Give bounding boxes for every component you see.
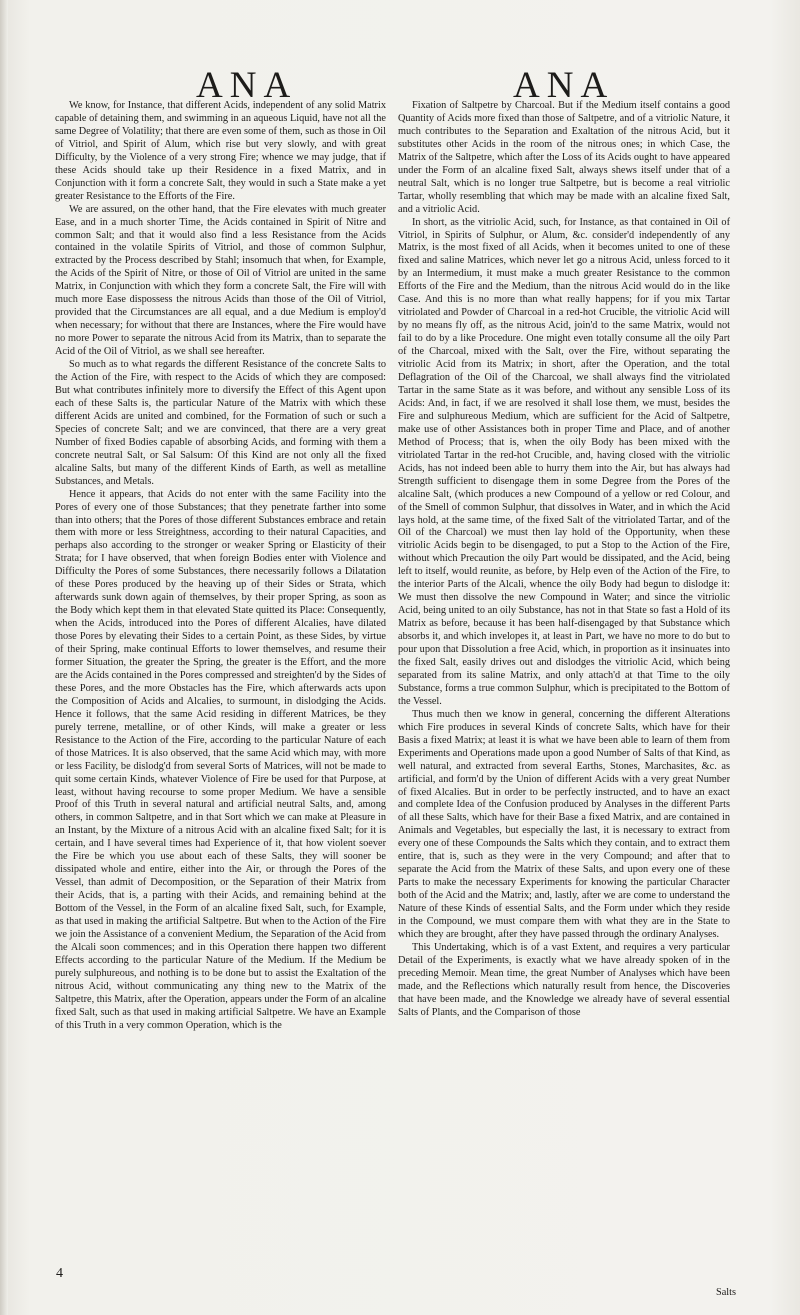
- paragraph: So much as to what regards the different Resistance of the concrete Salts to the Action of the Fire, with respect to the Acids of which they are composed: But what contributes infinitely more to diversify the Effect of this Agent upon each of these Salts is, the particular Nature of the Matrix with which these different Acids are united and combined, for the Formation of such or such a Species of concrete Salt; and we are convinced, that there are a very great Number of fixed Bodies capable of absorbing Acids, and forming with them a concrete neutral Salt, or Sal Salsum: Of this Kind are not only all the fixed alcaline Salts, but many of the different Kinds of Earth, as well as metalline Substances, and Metals.: [55, 359, 386, 487]
- text-column-right: [398, 100, 730, 1020]
- binding-edge: [0, 0, 8, 1315]
- paragraph: Thus much then we know in general, concerning the different Alterations which Fire produces in several Kinds of concrete Salts, which have for their Basis a fixed Matrix; at least it is what we have been able to learn of them from Experiments and Operations made upon a good Number of Salts of that Kind, as well natural, and extracted from several Earths, Stones, Marchasites, &c. as artificial, and form'd by the Union of different Acids with a very great Number of fixed Alcalies. But in order to be perfectly instructed, and to have an exact and complete Idea of the Confusion produced by Analyses in the different Parts of all these Salts, which have for their Base a fixed Matrix, and are contained in Animals and Vegetables, but especially the last, it is necessary to extract from every one of these Compounds the Salts which they contain, and to extract them entire, that is, such as they were in the very Compound; and after that to separate the Acid from the Matrix of these Salts, and upon every one of these Parts to make the necessary Experiments for knowing the particular Character both of the Acid and the Matrix; and, lastly, after we are come to understand the Nature of these Kinds of essential Salts, and the Form under which they reside in the Compound, we must compare them with what they are in the State to which they are brought, after they have passed through the ordinary Analyses.: [398, 708, 730, 940]
- paragraph: This Undertaking, which is of a vast Extent, and requires a very particular Detail of the Experiments, is exactly what we have already spoken of in the preceding Memoir. Mean time, the great Number of Analyses which have been made, and the Reflections which naturally result from hence, the Discoveries that have been made, and the Knowledge we already have of several essential Salts of Plants, and the Comparison of those: [398, 941, 730, 1018]
- text-column-left: [55, 100, 386, 1033]
- paragraph: We know, for Instance, that different Acids, independent of any solid Matrix capable of detaining them, and swimming in an aqueous Liquid, have not all the same Degree of Volatility; that there are even some of them, such as those in Oil of Vitriol, and Spirit of Alum, which rise but very slowly, and with great Difficulty, by the Violence of a very strong Fire; whence we may judge, that if these Acids should take up their Residence in a fixed Matrix, and in Conjunction with it form a concrete Salt, they would in such a State make a yet greater Resistance to the Efforts of the Fire.: [55, 100, 386, 202]
- running-head-left: ANA: [196, 65, 298, 106]
- paragraph: Hence it appears, that Acids do not enter with the same Facility into the Pores of every one of those Substances; that they penetrate farther into some than into others; that the Pores of those different Substances embrace and retain them with more or less Streightness, according to their natural Capacities, and perhaps also according to the stronger or weaker Spring or Elasticity of their Strata; for I have observed, that when foreign Bodies enter with Violence and Difficulty the Pores of some Substances, there necessarily follows a Dilatation of these Pores produced by the heaving up of their Sides or Strata, which afterwards sunk down again of themselves, by their proper Spring, as soon as the Body which kept them in that elevated State quitted its Place: Consequently, when the Acids, introduced into the Pores of different Alcalies, have dilated those Pores by elevating their Sides to a certain Point, as these Sides, by virtue of their Spring, make continual Efforts to lower themselves, and resume their former Situation, the greater the Spring, the greater is the Effort, and the more are the Acids contained in the Pores compressed and streighten'd by the Sides of these Pores, and the more Obstacles has the Fire, which afterwards acts upon the Composition of Acids and Alcalies, to surmount, in dislodging the Acids. Hence it follows, that the same Acid residing in different Matrices, be they purely terrene, metalline, or of other Kinds, will make a greater or less Resistance to the Action of the Fire, according to the particular Nature of each of those Matrices. It is also observed, that the same Acid which may, with more or less Facility, be dislodg'd from several Sorts of Matrices, will not be made to quit some certain Kinds, whatever Violence of Fire be used for that Purpose, at least, without having recourse to some proper Medium. We have a sensible Proof of this Truth in several natural and artificial neutral Salts, and, among others, in common Saltpetre, and in that Sort which we can make at Pleasure in an Instant, by the Mixture of a nitrous Acid with an alcaline fixed Salt; for it is certain, and I have several times had Experience of it, that how violent soever the Fire be which you use about each of these Salts, they will sooner be dissipated whole and entire, either into the Air, or through the Pores of the Vessel, than admit of Decomposition, or the Separation of their Matrix from their Acids, that is, a parting with their Acids, and remaining behind at the Bottom of the Vessel, in the Form of an alcaline fixed Salt, such, for Example, as that used in making the artificial Saltpetre. But when to the Action of the Fire we join the Assistance of a convenient Medium, the Separation of the Acid from the Alcali soon commences; and in this Operation there happen two different Effects according to the particular Nature of the Medium. If the Medium be purely sulphureous, and nothing is to be done but to assist the Exaltation of the nitrous Acid, without communicating any thing new to the Matrix of the Saltpetre, this Matrix, after the Operation, appears under the Form of an alcaline fixed Salt, such as that used in making artificial Saltpetre. We have an Example of this Truth in a very common Operation, which is the: [55, 488, 386, 1031]
- page-number: 4: [56, 1266, 63, 1281]
- paragraph: We are assured, on the other hand, that the Fire elevates with much greater Ease, and in a much shorter Time, the Acids contained in Spirit of Nitre and common Salt; and that it would also find a less Resistance from the Acids contained in the volatile Spirits of Vitriol, and those of common Sulphur, extracted by the Process described by Stahl; insomuch that when, for Example, the Acids of the Spirit of Nitre, or those of Oil of Vitriol are united in the same Matrix, in Conjunction with which they form a concrete Salt, the Fire will with much more Ease dispossess the nitrous Acids than those of the Oil of Vitriol, provided that the Circumstances are all equal, and a due Medium is employ'd when necessary; for without that there are Instances, where the Fire would have no more Power to separate the nitrous Acid from its Matrix, than to separate the Acid of the Oil of Vitriol, as we shall see hereafter.: [55, 203, 386, 358]
- running-head-right: ANA: [513, 65, 615, 106]
- catchword: Salts: [715, 1287, 736, 1298]
- paragraph: In short, as the vitriolic Acid, such, for Instance, as that contained in Oil of Vitriol, in Spirits of Sulphur, or Alum, &c. consider'd independently of any Matrix, is the most fixed of all Acids, when it becomes united to one of these fixed and saline Matrices, which never let go a nitrous Acid, unless forced to it by an Intermedium, it must make a much greater Resistance to the common Efforts of the Fire and the Medium, than the nitrous Acid would do in the like Case. And this is no more than what really happens; for if you mix Tartar vitriolated and Powder of Charcoal in a red-hot Crucible, the vitriolic Acid will by no means fly off, as the nitrous Acid, join'd to the same Matrix, would not fail to do by a like Procedure. One might even totally consume all the oily Part of the Charcoal, mixed with the Salt, over the Fire, without separating the vitriolic Acid from its Matrix; in short, after the Operation, and the total Deflagration of the Oil of the Charcoal, we shall always find the vitriolated Tartar in the same State as it was before, and without any sensible Loss of its Acids: And, in fact, if we are resolved it shall lose them, we must, besides the Fire and sulphureous Medium, which are sufficient for the Acid of Saltpetre, make use of other Assistances both in proper Time and Place, and of another Method of Process; that is, when the oily Body has been mixed with the vitriolated Tartar in the red-hot Crucible, and, having closed with the vitriolic Acids, has not indeed been able to hurry them into the Air, but has always had Strength sufficient to disengage them in some Degree from the Pores of the alcaline Salt, (which produces a new Compound of a yellow or red Colour, and of the Smell of common Sulphur, that dissolves in Water, and in which the Acid lays hold, at the same time, of the fixed Salt of the vitriolated Tartar, and of the Oil of the Charcoal) we must then lay hold of the Opportunity, when these vitriolic Acids begin to be disengaged, to put a Stop to the Action of the Fire, without which Precaution the oily Part would be dissipated, and the Acid, being left to itself, would reunite, as before, by Help even of the Action of the Fire, to the interior Parts of the Alcali, whence the oily Body had begun to dislodge it: We must then dissolve the new Compound in Water; and since the vitriolic Acid, being united to an oily Substance, has not in that State so fast a Hold of its Matrix as before, because it has been half-disengaged by that Substance which absorbs it, and which invelopes it, at least in Part, we have no more to do but to pour upon that Dissolution a free Acid, which, in proportion as it insinuates into the fixed Salt, easily drives out and dislodges the vitriolic Acid, which being separated from its saline Matrix, and only attach'd at that Time to the oily Substance, forms a true common Sulphur, which is precipitated to the Bottom of the Vessel.: [398, 216, 730, 707]
- paragraph: Fixation of Saltpetre by Charcoal. But if the Medium itself contains a good Quantity of Acids more fixed than those of Saltpetre, and of a vitriolic Nature, it much contributes to the Separation and Exaltation of the nitrous Acid, but it substitutes other Acids in the room of the nitrous ones; in which Case, the Matrix of the Saltpetre, which after the Loss of its Acids ought to have appeared under the Form of an alcaline fixed Salt, always shews itself under that of a neutral Salt, which is no longer true Saltpetre, but is become a real vitriolic Tartar, wholly resembling that which may be made with an alcaline fixed Salt, and a vitriolic Acid.: [398, 100, 730, 215]
